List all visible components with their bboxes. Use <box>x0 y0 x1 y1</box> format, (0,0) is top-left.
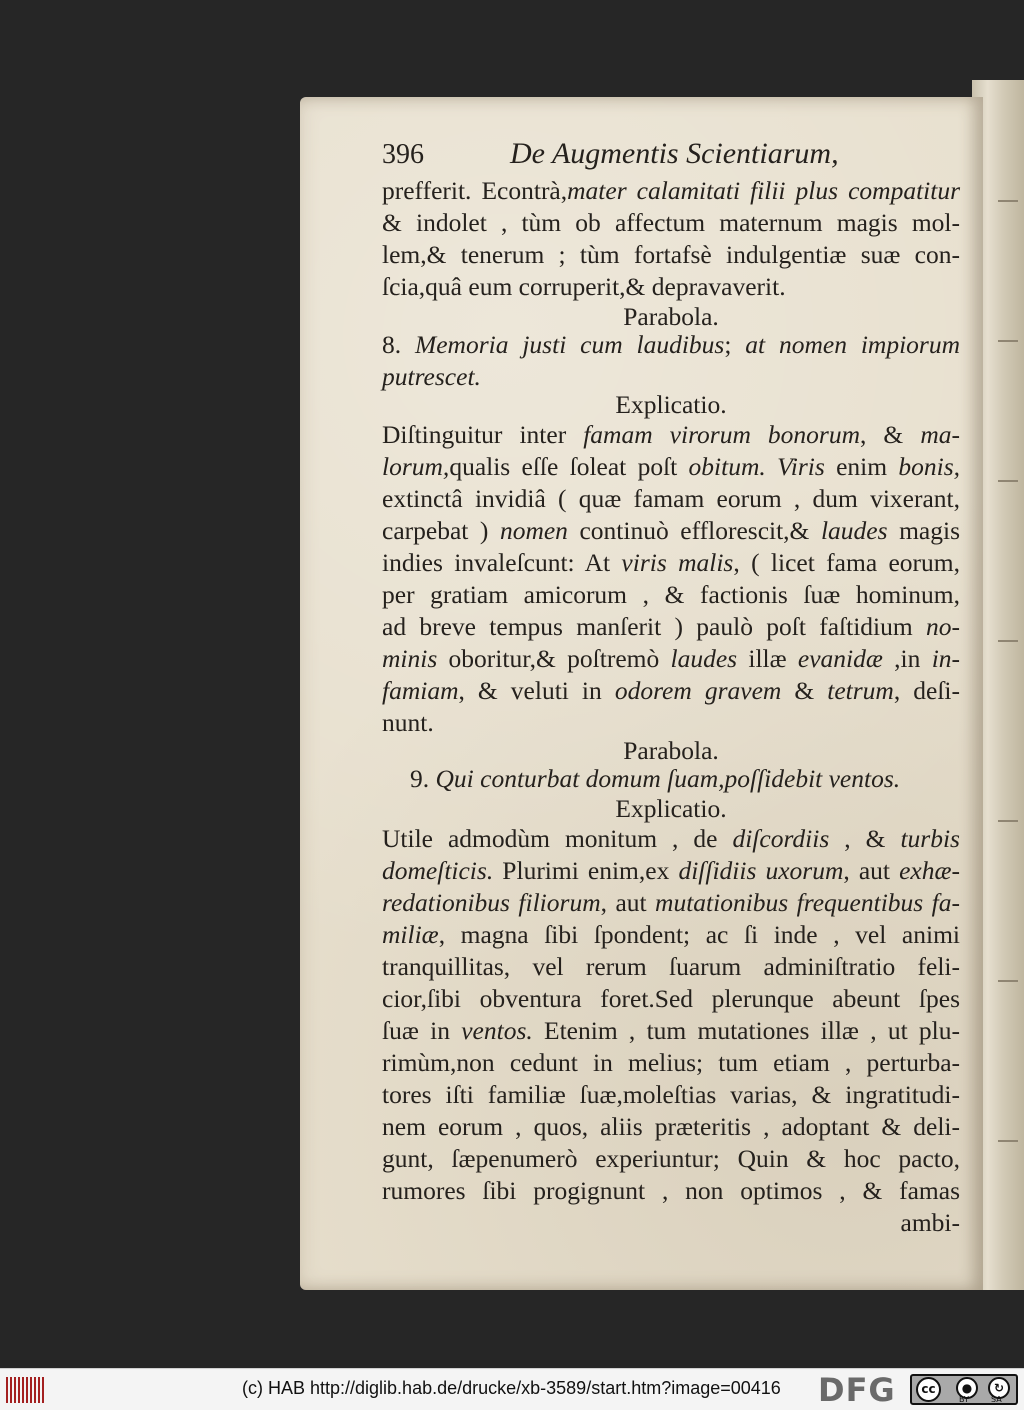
text-run: nem eorum , quos, aliis præteritis , adoptant & deli- <box>382 1112 960 1141</box>
italic-run: no- <box>926 612 960 641</box>
text-line <box>382 951 960 983</box>
italic-run: viris malis <box>621 548 734 577</box>
hab-logo-icon[interactable] <box>6 1377 46 1403</box>
text-line <box>382 1143 960 1175</box>
text-run: Explicatio. <box>615 390 727 419</box>
text-line <box>382 329 960 361</box>
text-run: tores iſti familiæ ſuæ,moleſtias varias, & ingratitudi- <box>382 1080 960 1109</box>
text-run: continuò efflorescit,& <box>567 516 821 545</box>
text-line <box>382 823 960 855</box>
text-line <box>382 1015 960 1047</box>
italic-run: bonis, <box>898 452 961 481</box>
text-line <box>382 579 960 611</box>
italic-run: tetrum <box>827 676 894 705</box>
page-number: 396 <box>382 139 424 170</box>
italic-run: turbis <box>900 824 960 853</box>
italic-run: ma- <box>920 420 960 449</box>
text-run: , magna ſibi ſpondent; ac ſi inde , vel animi <box>438 920 960 949</box>
italic-run: diſſidiis uxorum <box>678 856 844 885</box>
italic-run: Qui conturbat domum ſuam,poſſidebit ventos. <box>435 764 901 793</box>
text-line <box>382 1175 960 1207</box>
text-run: illæ <box>737 644 798 673</box>
italic-run: nomen <box>499 516 568 545</box>
text-run <box>766 452 777 481</box>
cc-license-badge[interactable] <box>910 1374 1018 1405</box>
text-run: tranquillitas, vel rerum ſuarum adminiſtratio feli- <box>382 952 960 981</box>
text-line <box>382 547 960 579</box>
text-run: ,in <box>882 644 932 673</box>
text-line <box>382 855 960 887</box>
running-head: De Augmentis Scientiarum, <box>510 137 839 170</box>
italic-run: laudes <box>820 516 888 545</box>
text-run: 8. <box>382 330 415 359</box>
text-run: gunt, ſæpenumerò experiuntur; Quin & hoc pacto, <box>382 1144 960 1173</box>
text-run: oboritur,& poſtremò <box>437 644 671 673</box>
text-line <box>382 175 960 207</box>
cc-icon: cc <box>916 1377 941 1402</box>
section-heading <box>382 793 960 825</box>
text-line <box>382 451 960 483</box>
text-run: Parabola. <box>623 736 719 765</box>
text-run: , aut <box>843 856 900 885</box>
italic-run: lorum, <box>382 452 450 481</box>
text-line <box>382 515 960 547</box>
italic-run: Memoria justi cum laudibus <box>415 330 725 359</box>
text-run: nunt. <box>382 708 434 737</box>
italic-run: domeſticis. <box>382 856 494 885</box>
text-run: enim <box>824 452 899 481</box>
italic-run: miliæ <box>382 920 439 949</box>
text-line <box>382 271 960 303</box>
attribution-link[interactable]: (c) HAB http://diglib.hab.de/drucke/xb-3589/start.htm?image=00416 <box>242 1378 781 1398</box>
text-run: & indolet , tùm ob affectum maternum magis mol- <box>382 208 960 237</box>
text-run: , deſi- <box>893 676 960 705</box>
text-run: qualis eſſe ſoleat poſt <box>449 452 689 481</box>
italic-run: laudes <box>670 644 738 673</box>
text-line <box>382 419 960 451</box>
sa-label: SA <box>991 1395 1002 1404</box>
text-run: rumores ſibi progignunt , non optimos , & famas <box>382 1176 960 1205</box>
text-run: lem,& tenerum ; tùm fortafsè indulgentiæ suæ con- <box>382 240 960 269</box>
text-run: indies invaleſcunt: At <box>382 548 622 577</box>
italic-run: famiam <box>382 676 459 705</box>
text-line <box>382 207 960 239</box>
text-line <box>410 763 988 795</box>
italic-run: at nomen impiorum <box>745 330 960 359</box>
text-line <box>382 611 960 643</box>
text-run: ; <box>724 330 746 359</box>
book-page <box>300 97 983 1290</box>
text-run: prefferit. Econtrà, <box>382 176 568 205</box>
text-line <box>382 483 960 515</box>
text-line <box>382 239 960 271</box>
text-run: extinctâ invidiâ ( quæ famam eorum , dum vixerant, <box>382 484 960 513</box>
text-run: , & <box>829 824 901 853</box>
italic-run: Viris <box>777 452 825 481</box>
text-run: ad breve tempus manſerit ) paulò poſt faſtidium <box>382 612 926 641</box>
italic-run: redationibus filiorum <box>382 888 601 917</box>
italic-run: obitum. <box>688 452 766 481</box>
footer-bar <box>0 1368 1024 1410</box>
text-run: ſcia,quâ eum corruperit,& depravaverit. <box>382 272 786 301</box>
text-run: Etenim , tum mutationes illæ , ut plu- <box>532 1016 961 1045</box>
italic-run: minis <box>382 644 438 673</box>
text-line <box>382 675 960 707</box>
italic-run: ventos. <box>461 1016 533 1045</box>
italic-run: mutationibus frequentibus fa- <box>655 888 960 917</box>
italic-run: diſcordiis <box>732 824 830 853</box>
text-run: 9. <box>410 764 436 793</box>
text-run: , ( licet fama eorum, <box>733 548 960 577</box>
text-run: Explicatio. <box>615 794 727 823</box>
text-run: rimùm,non cedunt in melius; tum etiam , perturba- <box>382 1048 960 1077</box>
text-line <box>382 887 960 919</box>
italic-run: odorem gravem <box>614 676 782 705</box>
text-line <box>382 643 960 675</box>
text-run: cior,ſibi obventura foret.Sed plerunque abeunt ſpes <box>382 984 960 1013</box>
text-line <box>382 1079 960 1111</box>
section-heading <box>382 389 960 421</box>
text-run: Plurimi enim,ex <box>493 856 679 885</box>
by-label: BY <box>959 1395 969 1404</box>
italic-run: in- <box>931 644 961 673</box>
text-run: Utile admodùm monitum , de <box>382 824 733 853</box>
italic-run: famam virorum bonorum <box>583 420 861 449</box>
text-run: Diſtinguitur inter <box>382 420 584 449</box>
text-run: per gratiam amicorum , & factionis ſuæ hominum, <box>382 580 960 609</box>
text-line <box>382 1111 960 1143</box>
text-run: , & veluti in <box>458 676 615 705</box>
text-run: , & <box>860 420 921 449</box>
text-run: , aut <box>600 888 656 917</box>
catchword: ambi- <box>900 1208 960 1237</box>
text-line <box>382 1047 960 1079</box>
italic-run: evanidæ <box>797 644 883 673</box>
text-line <box>382 983 960 1015</box>
text-run: magis <box>887 516 960 545</box>
text-run: ſuæ in <box>382 1016 462 1045</box>
share-alike-icon: ↻ <box>988 1377 1010 1399</box>
italic-run: putrescet. <box>382 362 481 391</box>
attribution-person-icon: ● <box>956 1377 978 1399</box>
italic-run: exhæ- <box>899 856 960 885</box>
text-run: Parabola. <box>623 302 719 331</box>
italic-run: mater calamitati filii plus compatitur <box>567 176 960 205</box>
text-line <box>382 919 960 951</box>
text-run: carpebat ) <box>382 516 500 545</box>
text-run: & <box>781 676 828 705</box>
dfg-logo[interactable]: DFG <box>818 1371 896 1409</box>
